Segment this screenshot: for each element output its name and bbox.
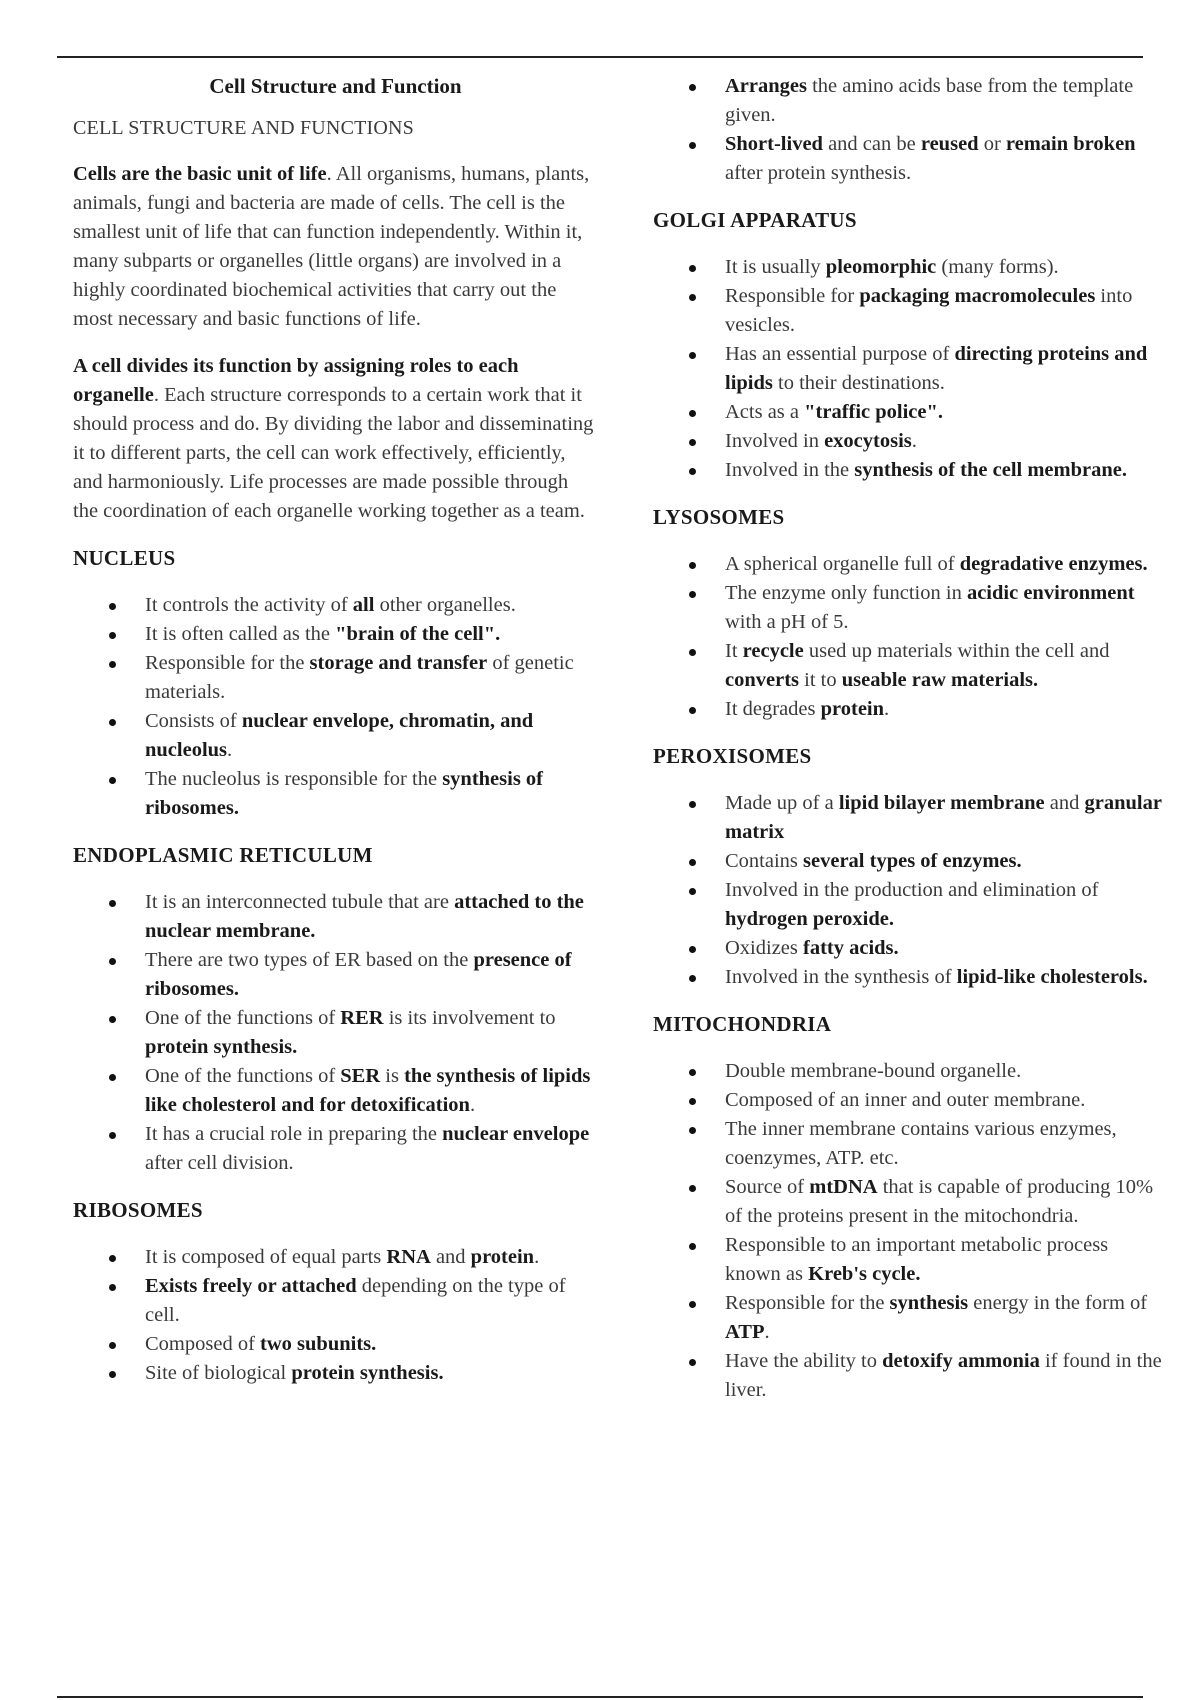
- text-run: and: [1044, 792, 1085, 814]
- text-run: after cell division.: [145, 1152, 294, 1174]
- text-run: Acts as a: [725, 401, 805, 423]
- text-run: into vesicles.: [725, 285, 1133, 336]
- bold-text: acidic environment: [966, 582, 1135, 604]
- bold-text: mtDNA: [809, 1176, 878, 1198]
- bold-text: granular matrix: [725, 792, 1162, 843]
- text-run: Responsible to an important metabolic process known as: [725, 1234, 1109, 1285]
- bullet-list: [73, 591, 598, 823]
- left-column: [73, 72, 598, 1406]
- bold-text: detoxify ammonia: [882, 1350, 1040, 1372]
- text-run: It has a crucial role in preparing the: [145, 1123, 443, 1145]
- bold-text: Kreb's cycle.: [808, 1263, 921, 1285]
- text-run: Made up of a: [725, 792, 839, 814]
- text-run: with a pH of 5.: [725, 611, 849, 633]
- text-run: Involved in the synthesis of: [725, 966, 957, 988]
- list-item: [653, 789, 1165, 847]
- text-run: or: [978, 133, 1006, 155]
- bullet-icon: [689, 142, 696, 149]
- bullet-icon: [689, 352, 696, 359]
- bullet-list: [73, 1243, 598, 1388]
- bold-text: A cell divides its function by assigning roles to each organelle: [73, 355, 519, 406]
- list-item: [653, 876, 1165, 934]
- bold-text: protein: [820, 698, 885, 720]
- list-item: [653, 963, 1165, 992]
- bullet-icon: [689, 265, 696, 272]
- bullet-icon: [689, 946, 696, 953]
- list-item: [653, 398, 1165, 427]
- right-column: [653, 72, 1165, 1423]
- bold-text: lipid-like cholesterols.: [956, 966, 1148, 988]
- bullet-icon: [689, 410, 696, 417]
- bold-text: "traffic police".: [804, 401, 944, 423]
- section-peroxisomes: [653, 742, 1165, 992]
- text-run: (many forms).: [936, 256, 1059, 278]
- text-run: It is often called as the: [145, 623, 336, 645]
- text-run: used up materials within the cell and: [803, 640, 1110, 662]
- bold-text: Short-lived: [725, 133, 823, 155]
- bullet-icon: [109, 1255, 116, 1262]
- list-item: [653, 1231, 1165, 1289]
- list-item: [73, 888, 598, 946]
- document-subtitle: CELL STRUCTURE AND FUNCTIONS: [73, 117, 414, 139]
- text-run: . All organisms, humans, plants, animals, fungi and bacteria are made of cells. The cell is the smallest unit of life that can function independently. Within it, many subparts or organelles (little organs) are involved in a highly coordinated biochemical activities that carry out the most necessary and basic functions of life.: [73, 163, 590, 330]
- bold-text: SER: [340, 1065, 381, 1087]
- list-item: [653, 130, 1165, 188]
- document-title: Cell Structure and Function: [209, 74, 462, 98]
- text-run: to their destinations.: [772, 372, 945, 394]
- bullet-icon: [689, 888, 696, 895]
- section-heading: GOLGI APPARATUS: [653, 208, 857, 232]
- list-item: [653, 550, 1165, 579]
- text-run: other organelles.: [374, 594, 516, 616]
- text-run: .: [911, 430, 917, 452]
- bullet-icon: [689, 975, 696, 982]
- bold-text: useable raw materials.: [841, 669, 1039, 691]
- intro-paragraph: [73, 160, 598, 334]
- bullet-icon: [689, 801, 696, 808]
- text-run: A spherical organelle full of: [725, 553, 960, 575]
- bold-text: synthesis of the cell membrane.: [854, 459, 1127, 481]
- list-item: [653, 456, 1165, 485]
- text-run: Involved in the: [725, 459, 855, 481]
- bullet-icon: [109, 661, 116, 668]
- list-item: [653, 253, 1165, 282]
- list-item: [653, 1347, 1165, 1405]
- text-run: after protein synthesis.: [725, 162, 912, 184]
- section-golgi-apparatus: [653, 206, 1165, 485]
- text-run: The enzyme only function in: [725, 582, 967, 604]
- text-run: of genetic materials.: [145, 652, 574, 703]
- bullet-icon: [689, 859, 696, 866]
- bold-text: several types of enzymes.: [803, 850, 1022, 872]
- bold-text: synthesis: [889, 1292, 969, 1314]
- bottom-rule: [57, 1696, 1143, 1698]
- bullet-icon: [109, 777, 116, 784]
- text-run: Has an essential purpose of: [725, 343, 955, 365]
- list-item: [653, 934, 1165, 963]
- bullet-icon: [109, 1016, 116, 1023]
- list-item: [653, 282, 1165, 340]
- bullet-icon: [109, 1342, 116, 1349]
- text-run: Composed of: [145, 1333, 261, 1355]
- bold-text: two subunits.: [260, 1333, 377, 1355]
- bullet-list: [653, 72, 1165, 188]
- bullet-icon: [689, 591, 696, 598]
- bullet-icon: [109, 1284, 116, 1291]
- bold-text: recycle: [742, 640, 804, 662]
- section-mitochondria: [653, 1010, 1165, 1405]
- list-item: [73, 1359, 598, 1388]
- section-endoplasmic-reticulum: [73, 841, 598, 1178]
- list-item: [73, 707, 598, 765]
- text-run: Involved in: [725, 430, 825, 452]
- text-run: energy in the form of: [968, 1292, 1148, 1314]
- bullet-icon: [109, 1132, 116, 1139]
- text-run: Responsible for the: [725, 1292, 890, 1314]
- bold-text: RNA: [386, 1246, 431, 1268]
- text-run: and: [430, 1246, 471, 1268]
- bold-text: nuclear envelope: [442, 1123, 590, 1145]
- text-run: .: [884, 698, 890, 720]
- text-run: One of the functions of: [145, 1007, 341, 1029]
- intro-paragraph: [73, 352, 598, 526]
- bold-text: remain broken: [1005, 133, 1136, 155]
- text-run: It controls the activity of: [145, 594, 353, 616]
- list-item: [653, 847, 1165, 876]
- text-run: Site of biological: [145, 1362, 292, 1384]
- text-run: It: [725, 640, 743, 662]
- bullet-icon: [689, 1243, 696, 1250]
- bold-text: "brain of the cell".: [335, 623, 501, 645]
- top-rule: [57, 56, 1143, 58]
- list-item: [653, 579, 1165, 637]
- bullet-icon: [689, 1098, 696, 1105]
- section-heading: NUCLEUS: [73, 546, 176, 570]
- text-run: Responsible for the: [145, 652, 310, 674]
- bold-text: Exists freely or attached: [145, 1275, 357, 1297]
- list-item: [653, 1173, 1165, 1231]
- bullet-icon: [109, 603, 116, 610]
- list-item: [73, 1004, 598, 1062]
- bold-text: directing proteins and lipids: [725, 343, 1148, 394]
- bullet-icon: [689, 649, 696, 656]
- text-run: It is an interconnected tubule that are: [145, 891, 455, 913]
- section-heading: LYSOSOMES: [653, 505, 785, 529]
- list-item: [73, 1243, 598, 1272]
- section-heading: PEROXISOMES: [653, 744, 812, 768]
- bullet-icon: [689, 1185, 696, 1192]
- bullet-list: [653, 550, 1165, 724]
- bold-text: reused: [920, 133, 979, 155]
- bullet-icon: [109, 1074, 116, 1081]
- text-run: Have the ability to: [725, 1350, 883, 1372]
- section-heading: MITOCHONDRIA: [653, 1012, 832, 1036]
- text-run: if found in the liver.: [725, 1350, 1162, 1401]
- text-run: Consists of: [145, 710, 242, 732]
- list-item: [73, 1062, 598, 1120]
- text-run: .: [227, 739, 233, 761]
- text-run: is its involvement to: [383, 1007, 556, 1029]
- text-run: Composed of an inner and outer membrane.: [725, 1089, 1086, 1111]
- list-item: [653, 1086, 1165, 1115]
- text-run: .: [534, 1246, 540, 1268]
- list-item: [73, 620, 598, 649]
- bold-text: converts: [725, 669, 800, 691]
- bold-text: the synthesis of lipids like cholesterol and for detoxification: [145, 1065, 591, 1116]
- bold-text: Cells are the basic unit of life: [73, 163, 327, 185]
- section-ribosomes-continued: [653, 72, 1165, 188]
- text-run: The nucleolus is responsible for the: [145, 768, 443, 790]
- section-ribosomes: [73, 1196, 598, 1388]
- bold-text: hydrogen peroxide.: [725, 908, 894, 930]
- list-item: [653, 340, 1165, 398]
- bold-text: degradative enzymes.: [959, 553, 1148, 575]
- list-item: [73, 1272, 598, 1330]
- text-run: the amino acids base from the template given.: [725, 75, 1134, 126]
- list-item: [73, 1120, 598, 1178]
- list-item: [653, 1115, 1165, 1173]
- text-run: depending on the type of cell.: [145, 1275, 566, 1326]
- text-run: It is composed of equal parts: [145, 1246, 387, 1268]
- text-run: it to: [799, 669, 842, 691]
- bold-text: storage and transfer: [309, 652, 488, 674]
- bullet-icon: [689, 294, 696, 301]
- bullet-icon: [689, 84, 696, 91]
- bold-text: Arranges: [725, 75, 807, 97]
- bullet-icon: [689, 1301, 696, 1308]
- text-run: Responsible for: [725, 285, 860, 307]
- text-run: Double membrane-bound organelle.: [725, 1060, 1022, 1082]
- text-run: Involved in the production and elimination of: [725, 879, 1099, 901]
- bullet-icon: [109, 719, 116, 726]
- text-run: It is usually: [725, 256, 826, 278]
- text-run: . Each structure corresponds to a certain work that it should process and do. By dividing the labor and disseminating it to different parts, the cell can work effectively, efficiently, and harmoniously. Life processes are made possible through the coordination of each organelle working together as a team.: [73, 384, 594, 522]
- bold-text: RER: [340, 1007, 384, 1029]
- bold-text: nuclear envelope, chromatin, and nucleolus: [145, 710, 534, 761]
- text-run: Source of: [725, 1176, 810, 1198]
- section-lysosomes: [653, 503, 1165, 724]
- list-item: [653, 1289, 1165, 1347]
- text-run: .: [469, 1094, 476, 1116]
- text-run: One of the functions of: [145, 1065, 341, 1087]
- text-run: .: [764, 1321, 770, 1343]
- bullet-icon: [109, 958, 116, 965]
- text-run: There are two types of ER based on the: [145, 949, 474, 971]
- bullet-icon: [689, 439, 696, 446]
- bullet-icon: [689, 1359, 696, 1366]
- section-nucleus: [73, 544, 598, 823]
- bold-text: protein synthesis.: [291, 1362, 444, 1384]
- list-item: [653, 1057, 1165, 1086]
- list-item: [73, 946, 598, 1004]
- text-run: The inner membrane contains various enzymes, coenzymes, ATP. etc.: [725, 1118, 1117, 1169]
- bold-text: fatty acids.: [803, 937, 899, 959]
- text-run: and can be: [822, 133, 921, 155]
- bold-text: lipid bilayer membrane: [838, 792, 1045, 814]
- bullet-list: [653, 253, 1165, 485]
- bold-text: exocytosis: [824, 430, 912, 452]
- bullet-icon: [109, 1371, 116, 1378]
- list-item: [653, 72, 1165, 130]
- section-heading: RIBOSOMES: [73, 1198, 203, 1222]
- list-item: [73, 591, 598, 620]
- list-item: [73, 765, 598, 823]
- bullet-icon: [689, 468, 696, 475]
- bold-text: presence of ribosomes.: [145, 949, 572, 1000]
- bullet-icon: [689, 707, 696, 714]
- bullet-icon: [109, 632, 116, 639]
- text-run: that is capable of producing 10% of the proteins present in the mitochondria.: [725, 1176, 1154, 1227]
- section-heading: ENDOPLASMIC RETICULUM: [73, 843, 373, 867]
- bold-text: protein: [470, 1246, 535, 1268]
- list-item: [73, 649, 598, 707]
- bullet-icon: [689, 1069, 696, 1076]
- list-item: [653, 427, 1165, 456]
- bold-text: ATP: [725, 1321, 765, 1343]
- text-run: is: [380, 1065, 405, 1087]
- text-run: Contains: [725, 850, 804, 872]
- bullet-icon: [689, 1127, 696, 1134]
- bold-text: pleomorphic: [825, 256, 937, 278]
- bold-text: attached to the nuclear membrane.: [145, 891, 584, 942]
- text-run: It degrades: [725, 698, 821, 720]
- bullet-list: [653, 1057, 1165, 1405]
- bullet-list: [73, 888, 598, 1178]
- bullet-list: [653, 789, 1165, 992]
- bold-text: packaging macromolecules: [859, 285, 1096, 307]
- bold-text: protein synthesis.: [145, 1036, 298, 1058]
- text-run: Oxidizes: [725, 937, 803, 959]
- bullet-icon: [689, 562, 696, 569]
- bold-text: all: [352, 594, 375, 616]
- bold-text: synthesis of ribosomes.: [145, 768, 543, 819]
- bullet-icon: [109, 900, 116, 907]
- list-item: [653, 695, 1165, 724]
- list-item: [653, 637, 1165, 695]
- list-item: [73, 1330, 598, 1359]
